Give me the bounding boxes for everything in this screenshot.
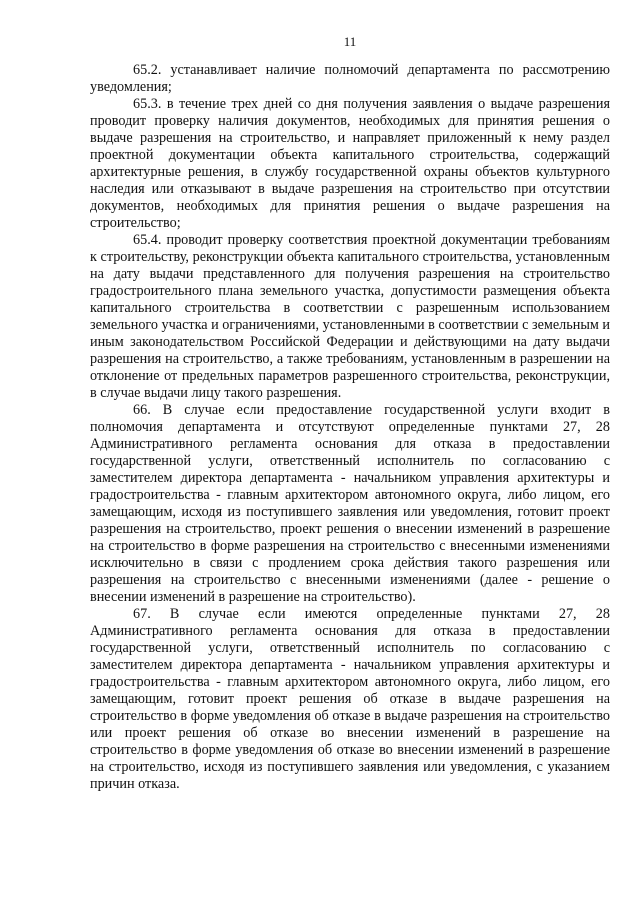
paragraph-66: 66. В случае если предоставление государственной услуги входит в полномочия департамента и отсутствуют определенные пунктами 27, 28 Административного регламента основания для отказа в предоставлении государственной услуги, ответственный исполнитель по согласованию с заместителем директора департамента - начальником управления архитектуры и градостроительства - главным архитектором автономного округа, либо лицом, его замещающим, исходя из поступившего заявления или уведомления, готовит проект разрешения на строительство, проект решения о внесении изменений в разрешение на строительство в форме разрешения на строительство с внесенными изменениями исключительно в связи с продлением срока действия такого разрешения или разрешения на строительство с внесенными изменениями (далее - решение о внесении изменений в разрешение на строительство). bbox=[90, 402, 610, 605]
document-page bbox=[90, 34, 610, 793]
page-number: 11 bbox=[343, 34, 357, 49]
paragraph-65-2: 65.2. устанавливает наличие полномочий департамента по рассмотрению уведомления; bbox=[90, 62, 610, 95]
paragraph-67: 67. В случае если имеются определенные пунктами 27, 28 Административного регламента основания для отказа в предоставлении государственной услуги, ответственный исполнитель по согласованию с заместителем директора департамента - начальником управления архитектуры и градостроительства - главным архитектором автономного округа, либо лицом, его замещающим, готовит проект решения об отказе в выдаче разрешения на строительство в форме уведомления об отказе в выдаче разрешения на строительство или проект решения об отказе во внесении изменений в разрешение на строительство в форме уведомления об отказе во внесении изменений в разрешение на строительство, исходя из поступившего заявления или уведомления, с указанием причин отказа. bbox=[90, 606, 610, 792]
paragraph-65-3: 65.3. в течение трех дней со дня получения заявления о выдаче разрешения проводит проверку наличия документов, необходимых для принятия решения о выдаче разрешения на строительство, и направляет приложенный к нему раздел проектной документации объекта капитального строительства, содержащий архитектурные решения, в службу государственной охраны объектов культурного наследия или отказывают в выдаче разрешения на строительство при отсутствии документов, необходимых для принятия решения о выдаче разрешения на строительство; bbox=[90, 96, 610, 231]
paragraph-65-4: 65.4. проводит проверку соответствия проектной документации требованиям к строительству, реконструкции объекта капитального строительства, установленным на дату выдачи представленного для получения разрешения на строительство градостроительного плана земельного участка, допустимости размещения объекта капитального строительства в соответствии с разрешенным использованием земельного участка и ограничениями, установленными в соответствии с земельным и иным законодательством Российской Федерации и действующими на дату выдачи разрешения на строительство, а также требованиям, установленным в разрешении на отклонение от предельных параметров разрешенного строительства, реконструкции, в случае выдачи лицу такого разрешения. bbox=[90, 232, 610, 401]
